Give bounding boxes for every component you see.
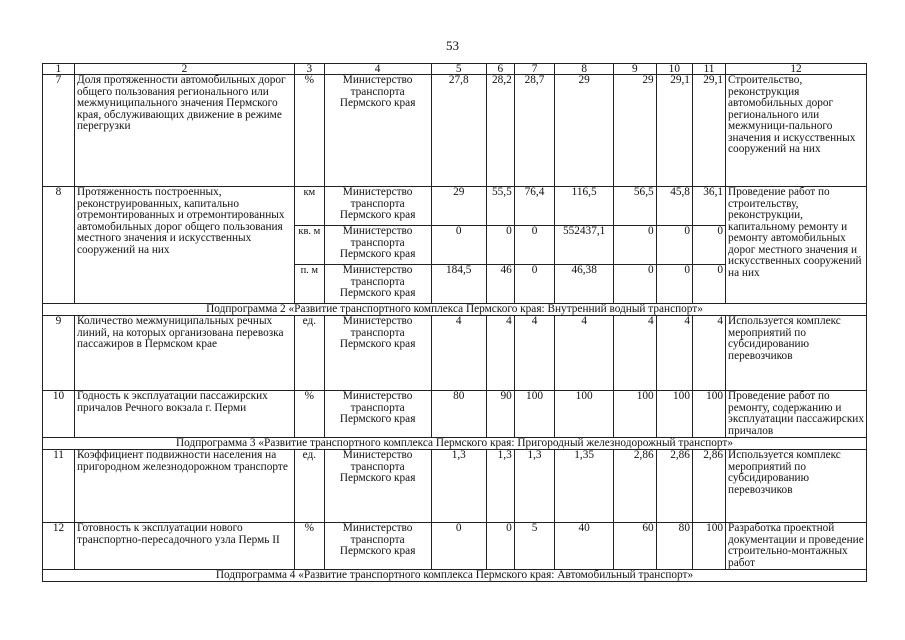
- value-cell: 36,1: [692, 187, 725, 226]
- unit: %: [294, 75, 324, 187]
- value-cell: 0: [656, 265, 692, 304]
- unit: ед.: [294, 450, 324, 523]
- indicators-table: [42, 63, 867, 582]
- value-cell: 100: [614, 391, 657, 438]
- indicator-name: Доля протяженности автомобильных дорог общего пользования регионального или межмуниципального значения Пермского края, обслуживающих движение в режиме перегрузки: [75, 75, 295, 187]
- row-number: 10: [43, 391, 75, 438]
- value-cell: 76,4: [514, 187, 555, 226]
- unit: п. м: [294, 265, 324, 304]
- ministry: Министерство транспорта Пермского края: [324, 187, 431, 226]
- column-number: 2: [75, 64, 295, 75]
- subprogram-title: Подпрограмма 3 «Развитие транспортного комплекса Пермского края: Пригородный железнодорожный транспорт»: [43, 438, 867, 450]
- row-number: 8: [43, 187, 75, 304]
- value-cell: 55,5: [487, 187, 515, 226]
- value-cell: 0: [487, 523, 515, 570]
- value-cell: 0: [514, 226, 555, 265]
- value-cell: 4: [487, 316, 515, 391]
- unit: ед.: [294, 316, 324, 391]
- value-cell: 29: [431, 187, 487, 226]
- column-number: 11: [692, 64, 725, 75]
- value-cell: 100: [555, 391, 614, 438]
- subprogram-row: [43, 570, 867, 582]
- value-cell: 29: [614, 75, 657, 187]
- value-cell: 29,1: [692, 75, 725, 187]
- value-cell: 0: [514, 265, 555, 304]
- column-number: 5: [431, 64, 487, 75]
- unit: %: [294, 391, 324, 438]
- value-cell: 0: [692, 265, 725, 304]
- value-cell: 0: [431, 523, 487, 570]
- row-number: 9: [43, 316, 75, 391]
- value-cell: 2,86: [656, 450, 692, 523]
- subprogram-row: [43, 438, 867, 450]
- column-number: 3: [294, 64, 324, 75]
- column-number: 1: [43, 64, 75, 75]
- note: Строительство, реконструкция автомобильных дорог регионального или межмуници-пального значения и искусственных сооружений на них: [726, 75, 867, 187]
- ministry: Министерство транспорта Пермского края: [324, 391, 431, 438]
- ministry: Министерство транспорта Пермского края: [324, 450, 431, 523]
- table-row: [43, 391, 867, 438]
- value-cell: 100: [656, 391, 692, 438]
- value-cell: 0: [614, 226, 657, 265]
- row-number: 7: [43, 75, 75, 187]
- value-cell: 1,3: [431, 450, 487, 523]
- indicator-name: Годность к эксплуатации пассажирских причалов Речного вокзала г. Перми: [75, 391, 295, 438]
- value-cell: 29: [555, 75, 614, 187]
- value-cell: 90: [487, 391, 515, 438]
- table-row: [43, 187, 867, 226]
- header-row: [43, 64, 867, 75]
- value-cell: 80: [431, 391, 487, 438]
- value-cell: 100: [692, 523, 725, 570]
- note: Разработка проектной документации и проведение строительно-монтажных работ: [726, 523, 867, 570]
- value-cell: 100: [514, 391, 555, 438]
- table-row: [43, 450, 867, 523]
- ministry: Министерство транспорта Пермского края: [324, 75, 431, 187]
- column-number: 6: [487, 64, 515, 75]
- value-cell: 80: [656, 523, 692, 570]
- note: Проведение работ по строительству, реконструкции, капитальному ремонту и ремонту автомобильных дорог местного значения и искусственных сооружений на них: [726, 187, 867, 304]
- table-row: [43, 316, 867, 391]
- value-cell: 2,86: [614, 450, 657, 523]
- value-cell: 0: [487, 226, 515, 265]
- note: Используется комплекс мероприятий по субсидированию перевозчиков: [726, 316, 867, 391]
- column-number: 7: [514, 64, 555, 75]
- value-cell: 1,35: [555, 450, 614, 523]
- value-cell: 0: [614, 265, 657, 304]
- value-cell: 4: [692, 316, 725, 391]
- value-cell: 4: [514, 316, 555, 391]
- value-cell: 552437,1: [555, 226, 614, 265]
- unit: км: [294, 187, 324, 226]
- value-cell: 0: [656, 226, 692, 265]
- value-cell: 4: [555, 316, 614, 391]
- subprogram-row: [43, 304, 867, 316]
- value-cell: 56,5: [614, 187, 657, 226]
- indicator-name: Протяженность построенных, реконструированных, капитально отремонтированных и отремонтированных автомобильных дорог общего пользования местного значения и искусственных сооружений на них: [75, 187, 295, 304]
- value-cell: 60: [614, 523, 657, 570]
- value-cell: 2,86: [692, 450, 725, 523]
- ministry: Министерство транспорта Пермского края: [324, 226, 431, 265]
- value-cell: 46: [487, 265, 515, 304]
- ministry: Министерство транспорта Пермского края: [324, 523, 431, 570]
- subprogram-title: Подпрограмма 4 «Развитие транспортного комплекса Пермского края: Автомобильный транспорт»: [43, 570, 867, 582]
- column-number: 10: [656, 64, 692, 75]
- value-cell: 100: [692, 391, 725, 438]
- value-cell: 4: [614, 316, 657, 391]
- value-cell: 4: [656, 316, 692, 391]
- value-cell: 27,8: [431, 75, 487, 187]
- page-number: 53: [446, 38, 459, 53]
- value-cell: 46,38: [555, 265, 614, 304]
- table-row: [43, 75, 867, 187]
- subprogram-title: Подпрограмма 2 «Развитие транспортного комплекса Пермского края: Внутренний водный транспорт»: [43, 304, 867, 316]
- column-number: 12: [726, 64, 867, 75]
- value-cell: 28,2: [487, 75, 515, 187]
- value-cell: 45,8: [656, 187, 692, 226]
- indicator-name: Коэффициент подвижности населения на пригородном железнодорожном транспорте: [75, 450, 295, 523]
- value-cell: 184,5: [431, 265, 487, 304]
- indicator-name: Готовность к эксплуатации нового транспортно-пересадочного узла Пермь II: [75, 523, 295, 570]
- value-cell: 4: [431, 316, 487, 391]
- value-cell: 1,3: [514, 450, 555, 523]
- column-number: 4: [324, 64, 431, 75]
- value-cell: 29,1: [656, 75, 692, 187]
- column-number: 8: [555, 64, 614, 75]
- ministry: Министерство транспорта Пермского края: [324, 265, 431, 304]
- value-cell: 116,5: [555, 187, 614, 226]
- value-cell: 28,7: [514, 75, 555, 187]
- unit: %: [294, 523, 324, 570]
- table-row: [43, 523, 867, 570]
- unit: кв. м: [294, 226, 324, 265]
- note: Используется комплекс мероприятий по субсидированию перевозчиков: [726, 450, 867, 523]
- row-number: 11: [43, 450, 75, 523]
- row-number: 12: [43, 523, 75, 570]
- ministry: Министерство транспорта Пермского края: [324, 316, 431, 391]
- value-cell: 40: [555, 523, 614, 570]
- value-cell: 0: [692, 226, 725, 265]
- column-number: 9: [614, 64, 657, 75]
- value-cell: 0: [431, 226, 487, 265]
- value-cell: 5: [514, 523, 555, 570]
- indicator-name: Количество межмуниципальных речных линий, на которых организована перевозка пассажиров в Пермском крае: [75, 316, 295, 391]
- note: Проведение работ по ремонту, содержанию и эксплуатации пассажирских причалов: [726, 391, 867, 438]
- value-cell: 1,3: [487, 450, 515, 523]
